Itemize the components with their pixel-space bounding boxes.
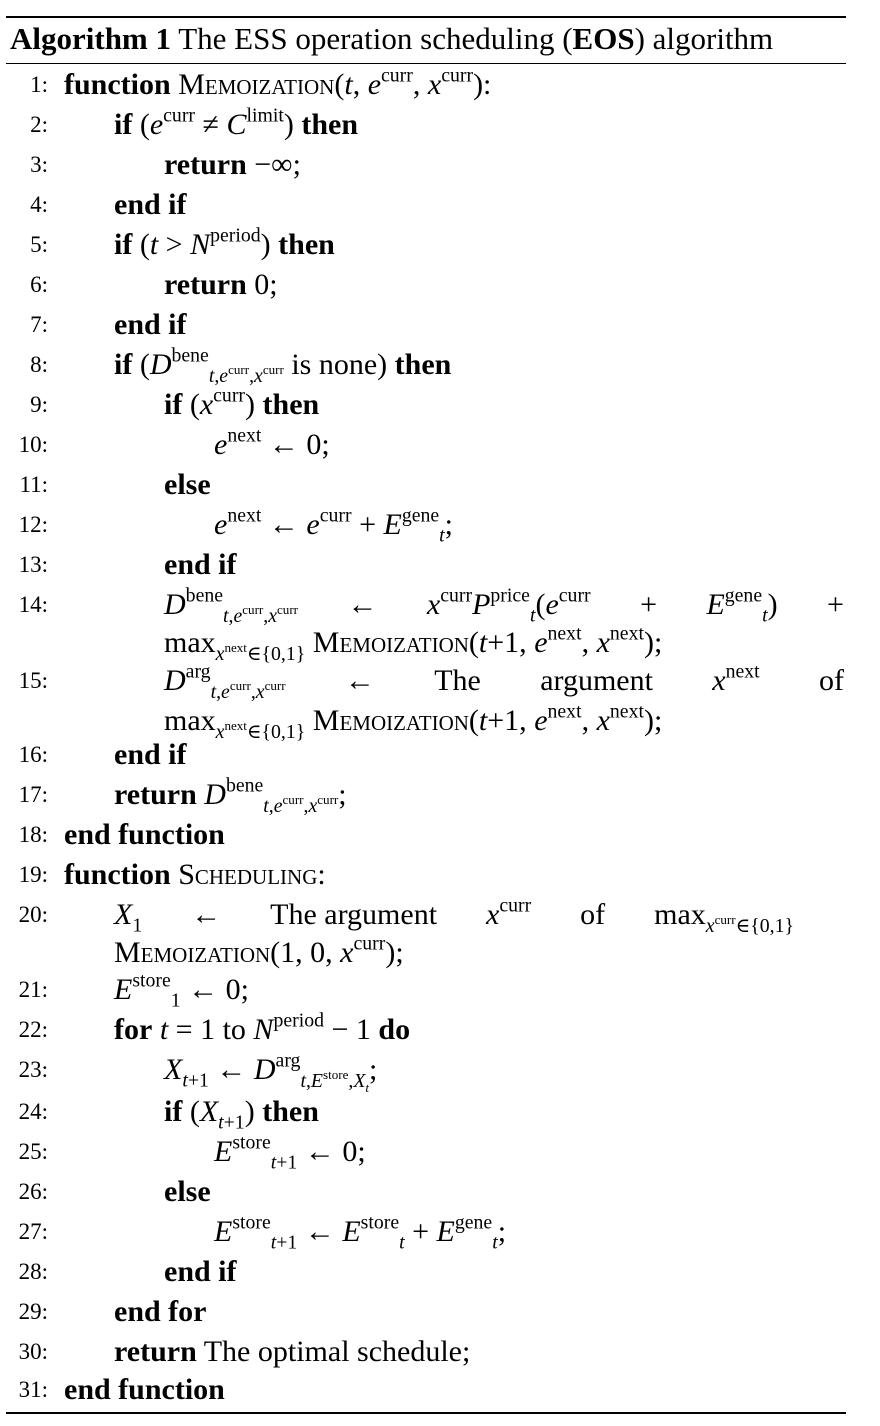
- title-text-after: ) algorithm: [634, 21, 774, 56]
- code-line-24: 24: if $(X_{t+1})$ then: [18, 1095, 319, 1134]
- header-rule: [6, 63, 846, 64]
- code-line-15: 15: $D^{arg}_{t,e^{curr},x^{curr}}$ ← The argument $x^{next}$ of: [18, 660, 844, 703]
- line-number: 1:: [30, 72, 48, 97]
- code-line-30: 30: return The optimal schedule;: [18, 1335, 471, 1368]
- code-line-23: 23: $X_{t+1}$ ← $D^{arg}_{t,E^{store},X_t}$;: [18, 1049, 378, 1095]
- top-rule: [6, 16, 846, 18]
- code-line-3: 3: return −∞;: [30, 148, 301, 181]
- code-line-11: 11: else: [19, 468, 211, 501]
- code-line-20: 20: $X_1$ ← The argument $x^{curr}$ of $\max_{x^{curr}\in\{0,1\}}$: [18, 894, 794, 937]
- code-line-18: 18: end function: [18, 818, 225, 851]
- code-line-17: 17: return $D^{bene}_{t,e^{curr},x^{curr}}$;: [18, 774, 347, 817]
- line-content: function Memoization(t, $e^{curr}$, $x^{curr}$):: [64, 64, 492, 101]
- code-line-19: 19: function Scheduling:: [18, 858, 326, 891]
- code-line-4: 4: end if: [30, 188, 187, 221]
- title-text-before: The ESS operation scheduling (: [178, 21, 573, 56]
- code-line-9: 9: if $(x^{curr})$ then: [30, 384, 320, 421]
- code-line-27: 27: $E^{store}_{t+1}$ ← $E^{store}_t + E^{gene}_t$;: [18, 1211, 507, 1254]
- code-line-12: 12: $e^{next}$ ← $e^{curr} + E^{gene}_t$;: [18, 504, 454, 547]
- code-line-31: 31: end function: [18, 1373, 225, 1406]
- code-line-22: 22: for t = 1 to $N^{period} - 1$ do: [18, 1009, 411, 1046]
- code-line-2: 2: if $(e^{curr} \ne C^{limit})$ then: [30, 104, 359, 141]
- code-line-1: [6, 65, 846, 105]
- procedure-name: Scheduling: [178, 858, 318, 891]
- code-line-28: 28: end if: [18, 1255, 237, 1288]
- bottom-rule: [6, 1412, 846, 1414]
- algorithm-label: Algorithm 1: [10, 21, 172, 56]
- code-line-21: 21: $E^{store}_1$ ← 0;: [18, 969, 250, 1012]
- title-acronym: EOS: [572, 21, 635, 56]
- code-line-29: 29: end for: [18, 1295, 207, 1328]
- code-line-16: 16: end if: [18, 738, 187, 771]
- procedure-name: Memoization: [178, 68, 335, 101]
- algorithm-title: [10, 19, 850, 59]
- code-line-5: 5: if $(t > N^{period})$ then: [30, 224, 335, 261]
- code-line-8: 8: if ($D^{bene}_{t,e^{curr},x^{curr}}$ is none) then: [30, 344, 452, 387]
- code-line-25: 25: $E^{store}_{t+1}$ ← 0;: [18, 1131, 366, 1174]
- code-line-10: 10: $e^{next}$ ← 0;: [18, 424, 330, 461]
- code-line-20-continued: Memoization(1, 0, $x^{curr}$);: [114, 932, 404, 969]
- code-line-14: 14: $D^{bene}_{t,e^{curr},x^{curr}}$ ← $x^{curr}P^{price}_t(e^{curr}$ + $E^{gene}_t$) +: [18, 584, 844, 627]
- code-line-15-continued: $\max_{x^{next}\in\{0,1\}}$ Memoization(t+1, $e^{next}$, $x^{next}$);: [164, 700, 663, 743]
- code-line-14-continued: $\max_{x^{next}\in\{0,1\}}$ Memoization(t+1, $e^{next}$, $x^{next}$);: [164, 622, 663, 665]
- code-line-13: 13: end if: [18, 548, 237, 581]
- code-line-7: 7: end if: [30, 308, 187, 341]
- code-line-26: 26: else: [18, 1175, 211, 1208]
- code-line-6: 6: return 0;: [30, 268, 278, 301]
